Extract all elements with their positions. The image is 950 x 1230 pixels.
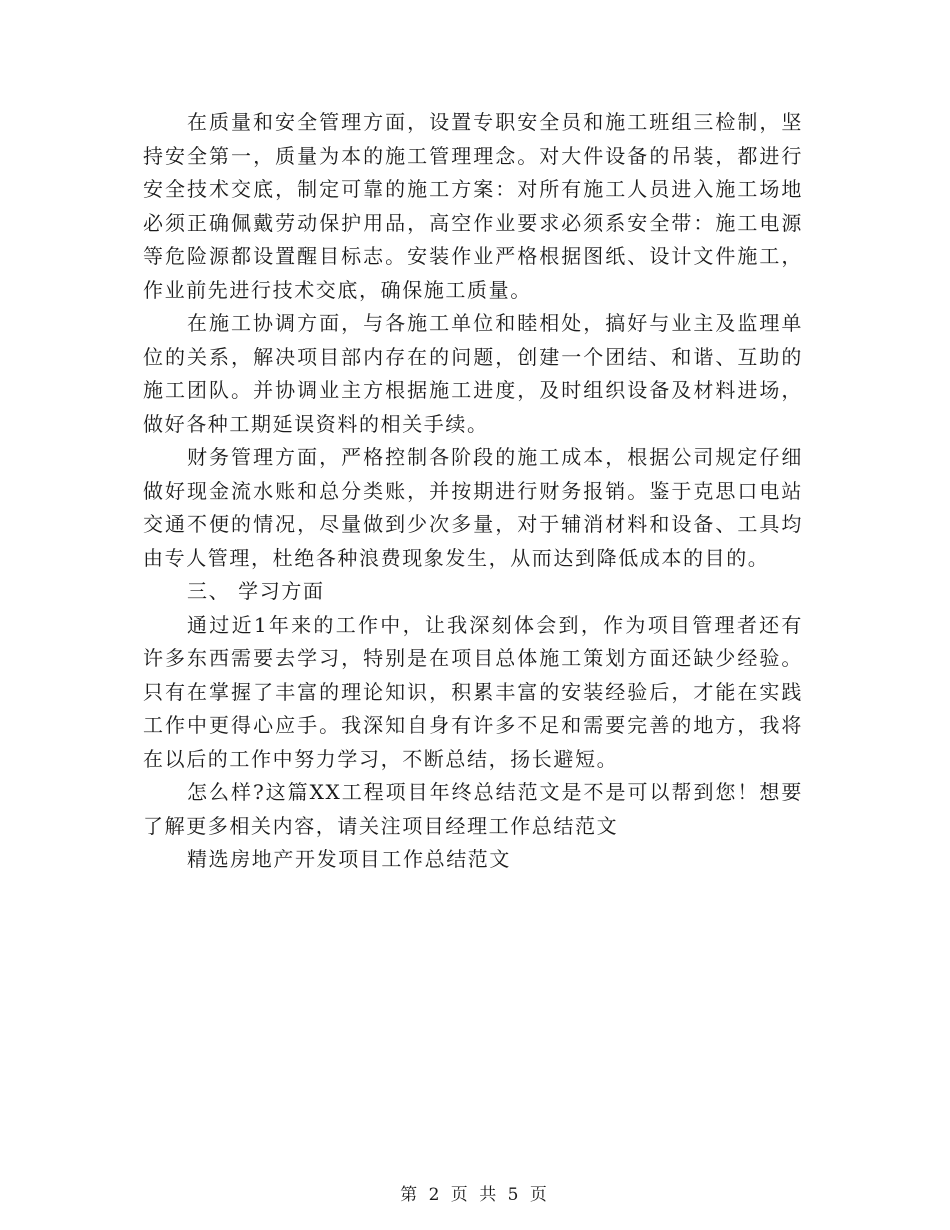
paragraph-finance: 财务管理方面，严格控制各阶段的施工成本，根据公司规定仔细做好现金流水账和总分类账，并按期进行财务报销。鉴于克思口电站交通不便的情况，尽量做到少次多量，对于辅消材料和设备、工具均由专人管理，杜绝各种浪费现象发生，从而达到降低成本的目的。 bbox=[143, 445, 803, 570]
paragraph-promo: 怎么样?这篇XX工程项目年终总结范文是不是可以帮到您！想要了解更多相关内容，请关注项目经理工作总结范文 bbox=[143, 780, 803, 838]
section-heading-learning: 三、 学习方面 bbox=[187, 579, 325, 603]
paragraph-quality-safety: 在质量和安全管理方面，设置专职安全员和施工班组三检制，坚持安全第一，质量为本的施工管理理念。对大件设备的吊装，都进行安全技术交底，制定可靠的施工方案：对所有施工人员进入施工场地必须正确佩戴劳动保护用品，高空作业要求必须系安全带：施工电源等危险源都设置醒目标志。安装作业严格根据图纸、设计文件施工，作业前先进行技术交底，确保施工质量。 bbox=[143, 110, 803, 302]
document-body bbox=[143, 106, 803, 877]
paragraph-related-link: 精选房地产开发项目工作总结范文 bbox=[187, 847, 511, 871]
page-number-footer: 第 2 页 共 5 页 bbox=[400, 1185, 550, 1205]
paragraph-coordination: 在施工协调方面，与各施工单位和睦相处，搞好与业主及监理单位的关系，解决项目部内存在的问题，创建一个团结、和谐、互助的施工团队。并协调业主方根据施工进度，及时组织设备及材料进场，做好各种工期延误资料的相关手续。 bbox=[143, 311, 803, 436]
paragraph-learning: 通过近1年来的工作中，让我深刻体会到，作为项目管理者还有许多东西需要去学习，特别是在项目总体施工策划方面还缺少经验。只有在掌握了丰富的理论知识，积累丰富的安装经验后，才能在实践工作中更得心应手。我深知自身有许多不足和需要完善的地方，我将在以后的工作中努力学习，不断总结，扬长避短。 bbox=[143, 612, 803, 771]
